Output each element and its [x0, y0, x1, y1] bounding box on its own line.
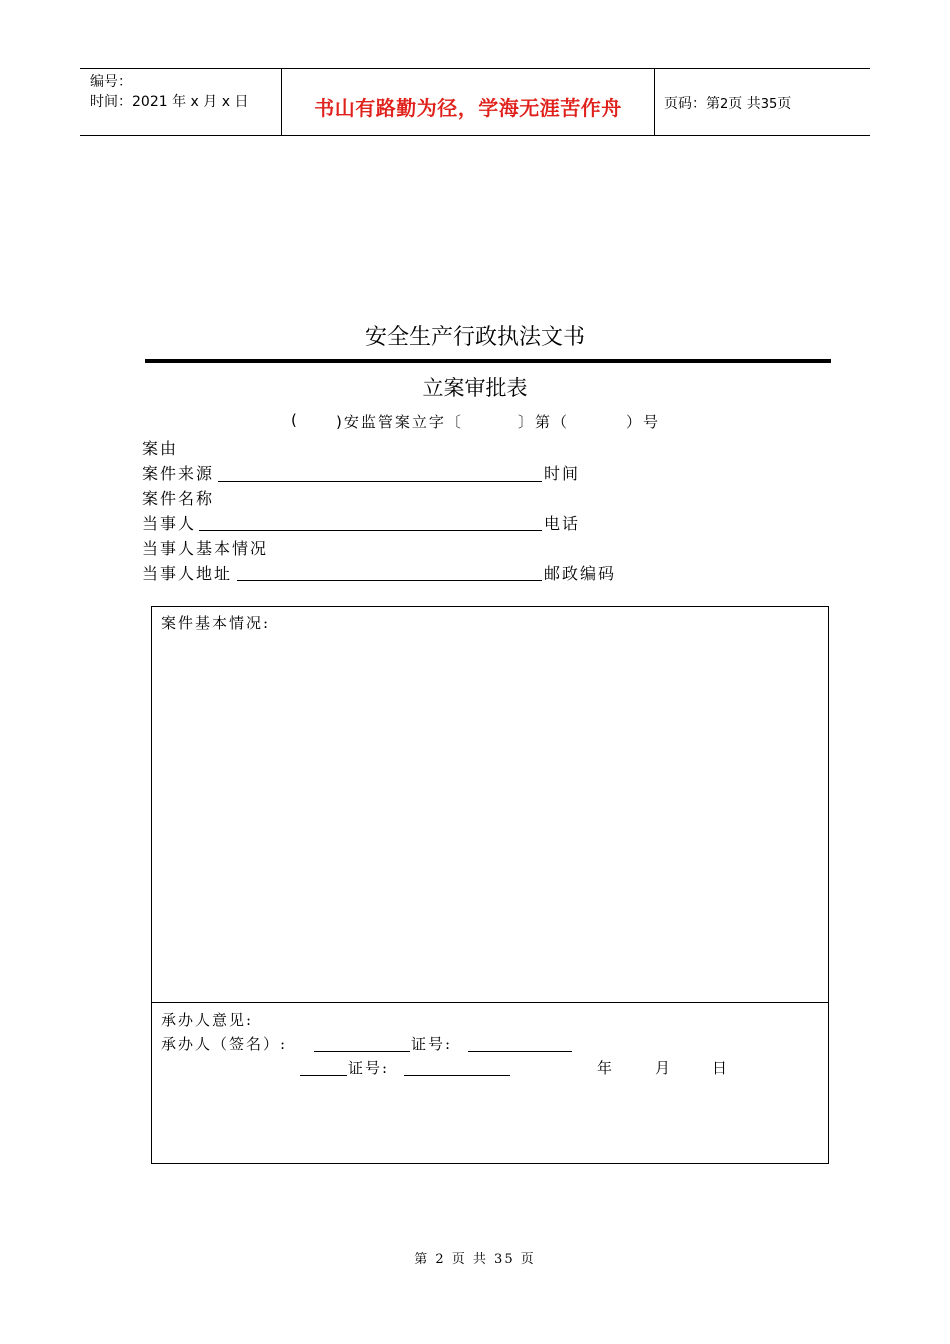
field-postal-code: 邮政编码 [544, 564, 617, 583]
field-case-name: 案件名称 [142, 489, 215, 508]
cert-no-underline-2[interactable] [404, 1075, 510, 1076]
page-footer: 第 2 页 共 35 页 [414, 1252, 536, 1267]
cert-no-underline-1[interactable] [468, 1051, 572, 1052]
serial-label: 编号： [90, 74, 132, 90]
party-underline[interactable] [199, 530, 542, 531]
docno-agency: )安监管案立字〔 [336, 413, 463, 431]
date-month: 月 [655, 1059, 673, 1077]
header-bottom-rule [80, 135, 870, 136]
handler-sign-label: 承办人（签名）: [161, 1035, 288, 1053]
second-handler-underline[interactable] [300, 1075, 347, 1076]
form-title: 立案审批表 [422, 376, 528, 400]
page-prefix: 页码：第 [664, 96, 720, 112]
case-source-underline[interactable] [218, 481, 542, 482]
docno-suffix: ）号 [626, 413, 661, 431]
header-left-cell [90, 72, 248, 112]
field-party-address: 当事人地址 [142, 564, 233, 583]
date-day: 日 [712, 1059, 730, 1077]
time-label: 时间：2021 年 x 月 x 日 [90, 94, 249, 110]
handler-sign-underline[interactable] [314, 1051, 410, 1052]
cert-no-label-1: 证号: [411, 1035, 453, 1053]
field-phone: 电话 [544, 514, 581, 533]
header-page-info [664, 93, 791, 113]
date-year: 年 [597, 1059, 615, 1077]
cert-no-label-2: 证号: [348, 1059, 390, 1077]
header-motto: 书山有路勤为径，学海无涯苦作舟 [314, 96, 622, 120]
title-rule [145, 359, 831, 363]
docno-open-paren: ( [291, 411, 299, 429]
docno-bracket-close: 〕第（ [518, 413, 570, 431]
header-divider-right [654, 68, 655, 136]
handler-opinion-label: 承办人意见: [161, 1011, 254, 1029]
header-top-rule [80, 68, 870, 69]
case-info-box [151, 606, 829, 1164]
party-address-underline[interactable] [237, 580, 542, 581]
field-party: 当事人 [142, 514, 197, 533]
case-basic-label: 案件基本情况: [161, 614, 271, 632]
page-number: 2 [720, 97, 729, 112]
box-divider [151, 1002, 829, 1003]
field-case-reason: 案由 [142, 439, 179, 458]
document-title: 安全生产行政执法文书 [364, 325, 585, 350]
field-case-source: 案件来源 [142, 464, 215, 483]
page-total: 35 [760, 97, 778, 112]
page-suffix: 页 [777, 96, 792, 112]
page-mid: 页 共 [728, 96, 761, 112]
field-party-info: 当事人基本情况 [142, 539, 269, 558]
field-time: 时间 [544, 464, 581, 483]
